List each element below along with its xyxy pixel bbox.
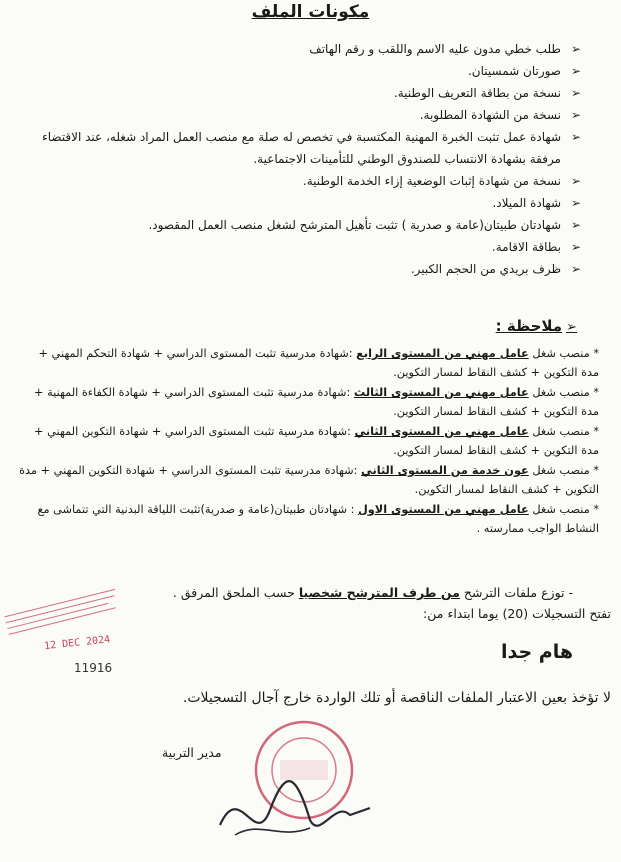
arrow-bullet-icon: ➢ <box>570 174 581 188</box>
list-item: ➢ نسخة من الشهادة المطلوبة. <box>36 104 581 126</box>
warning-text: لا تؤخذ بعين الاعتبار الملفات الناقصة أو تلك الواردة خارج آجال التسجيلات. <box>182 690 611 706</box>
arrow-bullet-icon: ➢ <box>570 218 581 232</box>
note-position: عون خدمة من المستوى الثاني <box>361 464 529 477</box>
signer-title: مدير التربية <box>162 745 222 760</box>
list-item: ➢ شهادة عمل تثبت الخبرة المهنية المكتسبة في تخصص له صلة مع منصب العمل المراد شغله، عند الاقتضاء مرفقة بشهادة الانتساب للصندوق الوطني للتأمينات الاجتماعية. <box>36 126 581 170</box>
documents-list <box>36 38 581 280</box>
notes-list <box>19 345 599 540</box>
list-item: ➢ نسخة من شهادة إثبات الوضعية إزاء الخدمة الوطنية. <box>36 170 581 192</box>
note-position: عامل مهني من المستوى الثاني <box>354 425 529 438</box>
reception-stamp <box>4 588 132 676</box>
list-item: ➢ ظرف بريدي من الحجم الكبير. <box>36 258 581 280</box>
arrow-bullet-icon: ➢ <box>570 262 581 276</box>
arrow-bullet-icon: ➢ <box>570 64 581 78</box>
note-item: * منصب شغل عامل مهني من المستوى الاول : شهادتان طبيتان(عامة و صدرية)تثبت اللياقة البدنية التي تتماشى مع النشاط الواجب ممارسته . <box>37 503 599 535</box>
list-item: ➢ بطاقة الاقامة. <box>36 236 581 258</box>
arrow-bullet-icon: ➢ <box>570 240 581 254</box>
note-item: * منصب شغل عامل مهني من المستوى الثالث :شهادة مدرسية تثبت المستوى الدراسي + شهادة الكفاءة المهنية + مدة التكوين + كشف النقاط لمسار التكوين. <box>34 386 599 418</box>
notes-heading: ➢ملاحظة : <box>495 317 577 335</box>
stamp-number: 11916 <box>74 661 113 675</box>
note-position: عامل مهني من المستوى الثالث <box>353 386 529 399</box>
signature-scribble <box>200 740 380 850</box>
list-item: ➢ صورتان شمسيتان. <box>36 60 581 82</box>
arrow-bullet-icon: ➢ <box>566 320 577 335</box>
note-item: * منصب شغل عامل مهني من المستوى الثاني :شهادة مدرسية تثبت المستوى الدراسي + شهادة التكوين المهني + مدة التكوين + كشف النقاط لمسار التكوين. <box>34 425 599 457</box>
note-item: * منصب شغل عامل مهني من المستوى الرابع :شهادة مدرسية تثبت المستوى الدراسي + شهادة التحكم المهني + مدة التكوين + كشف النقاط لمسار التكوين. <box>38 347 599 379</box>
arrow-bullet-icon: ➢ <box>570 86 581 100</box>
arrow-bullet-icon: ➢ <box>570 42 581 56</box>
registration-opening: تفتح التسجيلات (20) يوما ابتداء من: <box>423 606 611 621</box>
page-title: مكونات الملف <box>251 2 370 22</box>
note-position: عامل مهني من المستوى الرابع <box>356 347 529 360</box>
list-item: ➢ شهادتان طبيتان(عامة و صدرية ) تثبت تأهيل المترشح لشغل منصب العمل المقصود. <box>36 214 581 236</box>
deposit-emphasis: من طرف المترشح شخصيا <box>298 585 460 600</box>
deposit-instruction: - توزع ملفات الترشح من طرف المترشح شخصيا حسب الملحق المرفق . <box>172 585 573 600</box>
list-item: ➢ طلب خطي مدون عليه الاسم واللقب و رقم الهاتف <box>36 38 581 60</box>
arrow-bullet-icon: ➢ <box>570 196 581 210</box>
arrow-bullet-icon: ➢ <box>570 108 581 122</box>
arrow-bullet-icon: ➢ <box>570 130 581 144</box>
stamp-date: 12 DEC 2024 <box>43 634 111 653</box>
note-position: عامل مهني من المستوى الاول <box>357 503 529 516</box>
list-item: ➢ نسخة من بطاقة التعريف الوطنية. <box>36 82 581 104</box>
list-item: ➢ شهادة الميلاد. <box>36 192 581 214</box>
important-heading: هام جدا <box>500 641 573 663</box>
note-item: * منصب شغل عون خدمة من المستوى الثاني :شهادة مدرسية تثبت المستوى الدراسي + شهادة التكوين المهني + مدة التكوين + كشف النقاط لمسار التكوين. <box>19 464 599 496</box>
